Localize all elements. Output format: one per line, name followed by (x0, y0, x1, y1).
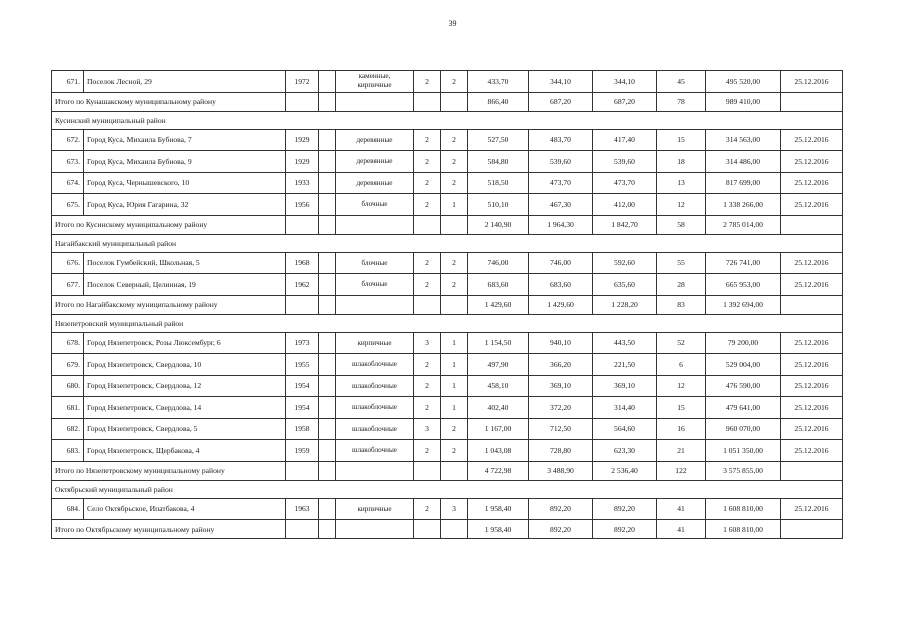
blank-cell (319, 71, 336, 93)
floors-cell: 2 (414, 498, 441, 520)
wall-material-text: шлакоблочные (352, 446, 397, 455)
empty-cell (336, 295, 414, 314)
row-number: 682. (52, 418, 84, 440)
empty-cell (319, 520, 336, 539)
wall-material-text: шлакоблочные (352, 360, 397, 369)
year-cell: 1959 (286, 440, 319, 462)
empty-cell (286, 295, 319, 314)
address-cell: Село Октябрьское, Ипатбакова, 4 (84, 498, 286, 520)
cost-cell: 529 004,00 (706, 354, 781, 376)
area-residential-cell: 344,10 (529, 71, 593, 93)
row-number: 679. (52, 354, 84, 376)
area-emergency-cell: 473,70 (593, 172, 657, 194)
cost-cell: 960 070,00 (706, 418, 781, 440)
blank-cell (319, 172, 336, 194)
wall-material-cell (336, 252, 414, 274)
wall-material-cell (336, 375, 414, 397)
area-residential-cell: 366,20 (529, 354, 593, 376)
year-cell: 1929 (286, 129, 319, 151)
empty-cell (414, 520, 441, 539)
area-total-cell: 433,70 (468, 71, 529, 93)
wall-material-cell (336, 151, 414, 173)
total-area-total: 866,40 (468, 92, 529, 111)
table-row (52, 354, 843, 376)
blank-cell (319, 129, 336, 151)
area-emergency-cell: 417,40 (593, 129, 657, 151)
floors-cell: 2 (414, 194, 441, 216)
empty-cell (336, 461, 414, 480)
district-total-label: Итого по Нязепетровскому муниципальному району (52, 461, 286, 480)
table-row (52, 252, 843, 274)
year-cell: 1973 (286, 332, 319, 354)
table-row (52, 151, 843, 173)
row-number: 681. (52, 397, 84, 419)
blank-cell (319, 498, 336, 520)
district-name: Нагайбакский муниципальный район (52, 234, 843, 252)
wall-material-cell (336, 354, 414, 376)
area-residential-cell: 369,10 (529, 375, 593, 397)
residents-cell: 41 (657, 498, 706, 520)
address-cell: Город Куса, Михаила Бубнова, 9 (84, 151, 286, 173)
address-cell: Город Нязепетровск, Свердлова, 5 (84, 418, 286, 440)
year-cell: 1956 (286, 194, 319, 216)
wall-material-cell (336, 498, 414, 520)
wall-material-cell (336, 418, 414, 440)
area-total-cell: 584,80 (468, 151, 529, 173)
total-area-residential: 3 488,90 (529, 461, 593, 480)
district-total-label: Итого по Нагайбакскому муниципальному району (52, 295, 286, 314)
row-number: 680. (52, 375, 84, 397)
table-row (52, 375, 843, 397)
area-emergency-cell: 623,30 (593, 440, 657, 462)
date-cell: 25.12.2016 (781, 129, 843, 151)
entrances-cell: 2 (441, 129, 468, 151)
address-cell: Город Нязепетровск, Розы Люксембург, 6 (84, 332, 286, 354)
total-cost: 1 608 810,00 (706, 520, 781, 539)
empty-cell (441, 520, 468, 539)
total-cost: 989 410,00 (706, 92, 781, 111)
cost-cell: 1 608 810,00 (706, 498, 781, 520)
floors-cell: 2 (414, 375, 441, 397)
district-total-row (52, 520, 843, 539)
empty-cell (781, 92, 843, 111)
year-cell: 1968 (286, 252, 319, 274)
wall-material-text: деревянные (356, 178, 393, 187)
wall-material-cell (336, 274, 414, 296)
area-total-cell: 497,90 (468, 354, 529, 376)
area-total-cell: 1 958,40 (468, 498, 529, 520)
area-total-cell: 683,60 (468, 274, 529, 296)
address-cell: Поселок Лесной, 29 (84, 71, 286, 93)
empty-cell (319, 92, 336, 111)
area-total-cell: 1 043,08 (468, 440, 529, 462)
table-row (52, 274, 843, 296)
year-cell: 1929 (286, 151, 319, 173)
empty-cell (286, 461, 319, 480)
total-area-emergency: 1 228,20 (593, 295, 657, 314)
address-cell: Поселок Гумбейский, Школьная, 5 (84, 252, 286, 274)
cost-cell: 314 563,00 (706, 129, 781, 151)
district-header-row (52, 111, 843, 129)
district-total-label: Итого по Кусинскому муниципальному району (52, 215, 286, 234)
empty-cell (414, 461, 441, 480)
address-cell: Город Куса, Михаила Бубнова, 7 (84, 129, 286, 151)
wall-material-text: каменные, кирпичные (357, 72, 392, 90)
total-residents: 83 (657, 295, 706, 314)
cost-cell: 79 200,00 (706, 332, 781, 354)
floors-cell: 2 (414, 71, 441, 93)
area-total-cell: 527,50 (468, 129, 529, 151)
address-cell: Город Нязепетровск, Свердлова, 12 (84, 375, 286, 397)
row-number: 672. (52, 129, 84, 151)
area-total-cell: 402,40 (468, 397, 529, 419)
district-total-label: Итого по Кунашакскому муниципальному району (52, 92, 286, 111)
area-residential-cell: 483,70 (529, 129, 593, 151)
blank-cell (319, 440, 336, 462)
area-emergency-cell: 344,10 (593, 71, 657, 93)
empty-cell (319, 295, 336, 314)
wall-material-cell (336, 129, 414, 151)
residents-cell: 18 (657, 151, 706, 173)
entrances-cell: 1 (441, 354, 468, 376)
row-number: 673. (52, 151, 84, 173)
date-cell: 25.12.2016 (781, 194, 843, 216)
entrances-cell: 2 (441, 252, 468, 274)
entrances-cell: 3 (441, 498, 468, 520)
district-header-row (52, 480, 843, 498)
table-row (52, 440, 843, 462)
table-row (52, 194, 843, 216)
wall-material-cell (336, 172, 414, 194)
entrances-cell: 1 (441, 397, 468, 419)
total-area-residential: 687,20 (529, 92, 593, 111)
total-area-emergency: 2 536,40 (593, 461, 657, 480)
district-total-row (52, 215, 843, 234)
entrances-cell: 2 (441, 151, 468, 173)
district-name: Нязепетровский муниципальный район (52, 314, 843, 332)
district-header-row (52, 314, 843, 332)
year-cell: 1954 (286, 375, 319, 397)
district-name: Кусинский муниципальный район (52, 111, 843, 129)
total-area-residential: 1 964,30 (529, 215, 593, 234)
area-residential-cell: 892,20 (529, 498, 593, 520)
row-number: 676. (52, 252, 84, 274)
floors-cell: 3 (414, 418, 441, 440)
district-total-row (52, 461, 843, 480)
entrances-cell: 2 (441, 274, 468, 296)
blank-cell (319, 151, 336, 173)
residents-cell: 13 (657, 172, 706, 194)
empty-cell (441, 295, 468, 314)
total-area-emergency: 687,20 (593, 92, 657, 111)
residents-cell: 52 (657, 332, 706, 354)
wall-material-text: блочные (361, 280, 388, 289)
date-cell: 25.12.2016 (781, 440, 843, 462)
total-area-total: 1 958,40 (468, 520, 529, 539)
area-residential-cell: 467,30 (529, 194, 593, 216)
floors-cell: 2 (414, 354, 441, 376)
empty-cell (414, 215, 441, 234)
row-number: 675. (52, 194, 84, 216)
address-cell: Город Нязепетровск, Свердлова, 14 (84, 397, 286, 419)
district-total-row (52, 92, 843, 111)
total-residents: 58 (657, 215, 706, 234)
blank-cell (319, 252, 336, 274)
date-cell: 25.12.2016 (781, 252, 843, 274)
address-cell: Город Нязепетровск, Щербакова, 4 (84, 440, 286, 462)
area-emergency-cell: 221,50 (593, 354, 657, 376)
area-residential-cell: 728,80 (529, 440, 593, 462)
total-area-total: 1 429,60 (468, 295, 529, 314)
cost-cell: 665 953,00 (706, 274, 781, 296)
area-emergency-cell: 412,00 (593, 194, 657, 216)
floors-cell: 3 (414, 332, 441, 354)
residents-cell: 12 (657, 375, 706, 397)
area-total-cell: 458,10 (468, 375, 529, 397)
blank-cell (319, 194, 336, 216)
entrances-cell: 2 (441, 71, 468, 93)
date-cell: 25.12.2016 (781, 332, 843, 354)
date-cell: 25.12.2016 (781, 418, 843, 440)
total-area-total: 4 722,98 (468, 461, 529, 480)
wall-material-text: деревянные (356, 135, 393, 144)
table-row (52, 418, 843, 440)
area-residential-cell: 683,60 (529, 274, 593, 296)
wall-material-cell (336, 332, 414, 354)
year-cell: 1963 (286, 498, 319, 520)
address-cell: Город Нязепетровск, Свердлова, 10 (84, 354, 286, 376)
entrances-cell: 2 (441, 418, 468, 440)
wall-material-text: шлакоблочные (352, 424, 397, 433)
total-area-total: 2 140,90 (468, 215, 529, 234)
cost-cell: 817 699,00 (706, 172, 781, 194)
wall-material-text: кирпичные (357, 504, 392, 513)
table-row (52, 332, 843, 354)
blank-cell (319, 418, 336, 440)
cost-cell: 495 520,00 (706, 71, 781, 93)
empty-cell (319, 215, 336, 234)
empty-cell (319, 461, 336, 480)
area-residential-cell: 712,50 (529, 418, 593, 440)
table-row (52, 129, 843, 151)
floors-cell: 2 (414, 252, 441, 274)
empty-cell (781, 295, 843, 314)
empty-cell (286, 520, 319, 539)
year-cell: 1954 (286, 397, 319, 419)
total-area-residential: 892,20 (529, 520, 593, 539)
row-number: 683. (52, 440, 84, 462)
wall-material-cell (336, 71, 414, 93)
empty-cell (336, 520, 414, 539)
area-emergency-cell: 592,60 (593, 252, 657, 274)
residents-cell: 21 (657, 440, 706, 462)
wall-material-text: кирпичные (357, 338, 392, 347)
area-residential-cell: 539,60 (529, 151, 593, 173)
address-cell: Город Куса, Юрия Гагарина, 32 (84, 194, 286, 216)
row-number: 678. (52, 332, 84, 354)
cost-cell: 1 051 350,00 (706, 440, 781, 462)
year-cell: 1958 (286, 418, 319, 440)
date-cell: 25.12.2016 (781, 71, 843, 93)
wall-material-text: блочные (361, 200, 388, 209)
total-residents: 41 (657, 520, 706, 539)
area-emergency-cell: 564,60 (593, 418, 657, 440)
total-residents: 122 (657, 461, 706, 480)
date-cell: 25.12.2016 (781, 375, 843, 397)
empty-cell (336, 92, 414, 111)
table-row (52, 71, 843, 93)
total-cost: 2 785 014,00 (706, 215, 781, 234)
empty-cell (781, 461, 843, 480)
empty-cell (286, 215, 319, 234)
area-total-cell: 518,50 (468, 172, 529, 194)
entrances-cell: 1 (441, 332, 468, 354)
district-total-label: Итого по Октябрьскому муниципальному району (52, 520, 286, 539)
residents-cell: 28 (657, 274, 706, 296)
floors-cell: 2 (414, 172, 441, 194)
empty-cell (414, 295, 441, 314)
area-emergency-cell: 539,60 (593, 151, 657, 173)
district-header-row (52, 234, 843, 252)
empty-cell (414, 92, 441, 111)
empty-cell (336, 215, 414, 234)
floors-cell: 2 (414, 151, 441, 173)
area-total-cell: 510,10 (468, 194, 529, 216)
address-cell: Город Куса, Чернышевского, 10 (84, 172, 286, 194)
area-emergency-cell: 369,10 (593, 375, 657, 397)
blank-cell (319, 354, 336, 376)
residents-cell: 16 (657, 418, 706, 440)
district-total-row (52, 295, 843, 314)
blank-cell (319, 274, 336, 296)
date-cell: 25.12.2016 (781, 354, 843, 376)
floors-cell: 2 (414, 129, 441, 151)
area-emergency-cell: 892,20 (593, 498, 657, 520)
cost-cell: 479 641,00 (706, 397, 781, 419)
row-number: 674. (52, 172, 84, 194)
entrances-cell: 2 (441, 172, 468, 194)
area-residential-cell: 473,70 (529, 172, 593, 194)
total-area-emergency: 1 842,70 (593, 215, 657, 234)
floors-cell: 2 (414, 274, 441, 296)
residents-cell: 55 (657, 252, 706, 274)
page-number: 39 (448, 19, 457, 28)
table-row (52, 172, 843, 194)
blank-cell (319, 375, 336, 397)
year-cell: 1962 (286, 274, 319, 296)
total-cost: 1 392 694,00 (706, 295, 781, 314)
entrances-cell: 1 (441, 375, 468, 397)
wall-material-cell (336, 397, 414, 419)
district-name: Октябрьский муниципальный район (52, 480, 843, 498)
total-cost: 3 575 855,00 (706, 461, 781, 480)
residents-cell: 12 (657, 194, 706, 216)
cost-cell: 726 741,00 (706, 252, 781, 274)
area-total-cell: 1 154,50 (468, 332, 529, 354)
area-total-cell: 746,00 (468, 252, 529, 274)
date-cell: 25.12.2016 (781, 274, 843, 296)
wall-material-cell (336, 194, 414, 216)
address-cell: Поселок Северный, Целинная, 19 (84, 274, 286, 296)
floors-cell: 2 (414, 440, 441, 462)
area-residential-cell: 940,10 (529, 332, 593, 354)
cost-cell: 476 590,00 (706, 375, 781, 397)
date-cell: 25.12.2016 (781, 172, 843, 194)
total-residents: 78 (657, 92, 706, 111)
area-residential-cell: 746,00 (529, 252, 593, 274)
entrances-cell: 1 (441, 194, 468, 216)
wall-material-cell (336, 440, 414, 462)
cost-cell: 314 486,00 (706, 151, 781, 173)
area-residential-cell: 372,20 (529, 397, 593, 419)
empty-cell (441, 461, 468, 480)
area-emergency-cell: 314,40 (593, 397, 657, 419)
empty-cell (286, 92, 319, 111)
empty-cell (781, 520, 843, 539)
blank-cell (319, 397, 336, 419)
floors-cell: 2 (414, 397, 441, 419)
row-number: 684. (52, 498, 84, 520)
table-row (52, 498, 843, 520)
area-emergency-cell: 635,60 (593, 274, 657, 296)
residents-cell: 15 (657, 129, 706, 151)
wall-material-text: деревянные (356, 157, 393, 166)
year-cell: 1933 (286, 172, 319, 194)
date-cell: 25.12.2016 (781, 498, 843, 520)
row-number: 677. (52, 274, 84, 296)
cost-cell: 1 338 266,00 (706, 194, 781, 216)
blank-cell (319, 332, 336, 354)
empty-cell (781, 215, 843, 234)
total-area-residential: 1 429,60 (529, 295, 593, 314)
year-cell: 1972 (286, 71, 319, 93)
table-row (52, 397, 843, 419)
empty-cell (441, 92, 468, 111)
housing-register-table (51, 70, 843, 539)
total-area-emergency: 892,20 (593, 520, 657, 539)
entrances-cell: 2 (441, 440, 468, 462)
area-total-cell: 1 167,00 (468, 418, 529, 440)
date-cell: 25.12.2016 (781, 397, 843, 419)
residents-cell: 6 (657, 354, 706, 376)
row-number: 671. (52, 71, 84, 93)
empty-cell (441, 215, 468, 234)
wall-material-text: блочные (361, 258, 388, 267)
residents-cell: 15 (657, 397, 706, 419)
wall-material-text: шлакоблочные (352, 381, 397, 390)
year-cell: 1955 (286, 354, 319, 376)
area-emergency-cell: 443,50 (593, 332, 657, 354)
residents-cell: 45 (657, 71, 706, 93)
date-cell: 25.12.2016 (781, 151, 843, 173)
wall-material-text: шлакоблочные (352, 403, 397, 412)
